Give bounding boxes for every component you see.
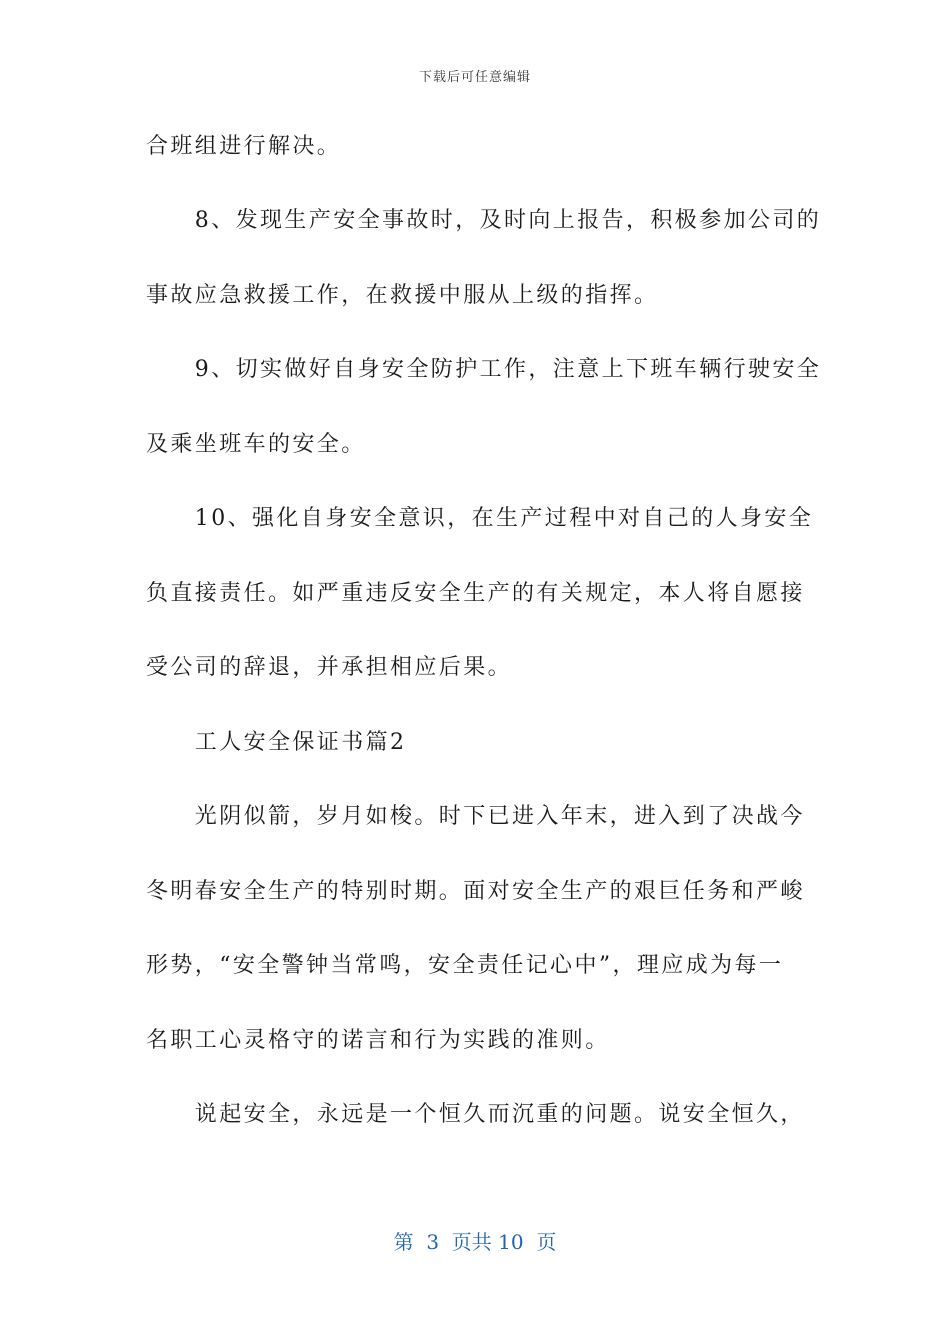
body-line: 及乘坐班车的安全。	[146, 432, 366, 457]
body-line: 受公司的辞退，并承担相应后果。	[146, 655, 513, 680]
body-line: 9、切实做好自身安全防护工作，注意上下班车辆行驶安全	[146, 357, 822, 382]
page-header: 下载后可任意编辑	[418, 70, 531, 85]
body-line: 10、强化自身安全意识，在生产过程中对自己的人身安全	[146, 506, 814, 531]
body-line: 合班组进行解决。	[146, 134, 342, 159]
body-line: 8、发现生产安全事故时，及时向上报告，积极参加公司的	[146, 208, 822, 233]
body-line: 说起安全，永远是一个恒久而沉重的问题。说安全恒久，	[146, 1102, 805, 1127]
body-line: 形势，“安全警钟当常鸣，安全责任记心中”，理应成为每一	[146, 953, 784, 978]
page-number-footer: 第 3 页共 10 页	[393, 1230, 557, 1254]
body-line: 负直接责任。如严重违反安全生产的有关规定，本人将自愿接	[146, 581, 805, 606]
section-heading: 工人安全保证书篇2	[146, 730, 407, 755]
body-line: 光阴似箭，岁月如梭。时下已进入年末，进入到了决战今	[146, 804, 805, 829]
body-line: 冬明春安全生产的特别时期。面对安全生产的艰巨任务和严峻	[146, 879, 805, 904]
body-line: 名职工心灵格守的诺言和行为实践的准则。	[146, 1028, 610, 1053]
body-line: 事故应急救援工作，在救援中服从上级的指挥。	[146, 283, 659, 308]
